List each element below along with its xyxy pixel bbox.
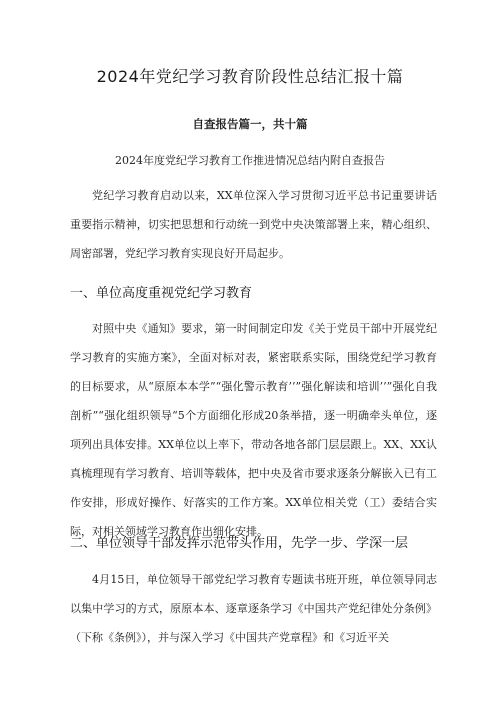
document-report-title: 2024年度党纪学习教育工作推进情况总结内附自查报告 [115, 154, 385, 167]
paragraph-intro: 党纪学习教育启动以来，XX单位深入学习贯彻习近平总书记重要讲话重要指示精神，切实把思想和行动统一到党中央决策部署上来，精心组织、周密部署，党纪学习教育实现良好开局起步。 [70, 189, 437, 260]
document-subtitle: 自查报告篇一，共十篇 [192, 117, 308, 131]
section-heading-2: 二、单位领导干部发挥示范带头作用，先学一步、学深一层 [70, 536, 409, 551]
section-heading-1: 一、单位高度重视党纪学习教育 [70, 286, 253, 301]
paragraph-section-1: 对照中央《通知》要求，第一时间制定印发《关于党员干部中开展党纪学习教育的实施方案》，全面对标对表，紧密联系实际，围绕党纪学习教育的目标要求，从“原原本本学”“强化警示教育’’”强化解读和培训’’”强化自我剖析”“强化组织领导“5个方面细化形成20条举措，逐一明确牵头单位，逐项列出具体安排。XX单位以上率下，带动各地各部门层层跟上。XX、XX认真梳理现有学习教育、培训等载体，把中央及省市要求逐条分解嵌入已有工作安排，形成好操作、好落实的工作方案。XX单位相关党（工）委结合实际，对相关领域学习教育作出细化安排。 [70, 322, 437, 538]
paragraph-section-2: 4月15日，单位领导干部党纪学习教育专题读书班开班，单位领导同志以集中学习的方式，原原本本、逐章逐条学习《中国共产党纪律处分条例》（下称《条例》），并与深入学习《中国共产党章程》和《习近平关 [70, 573, 437, 644]
document-title: 2024年党纪学习教育阶段性总结汇报十篇 [96, 67, 404, 86]
